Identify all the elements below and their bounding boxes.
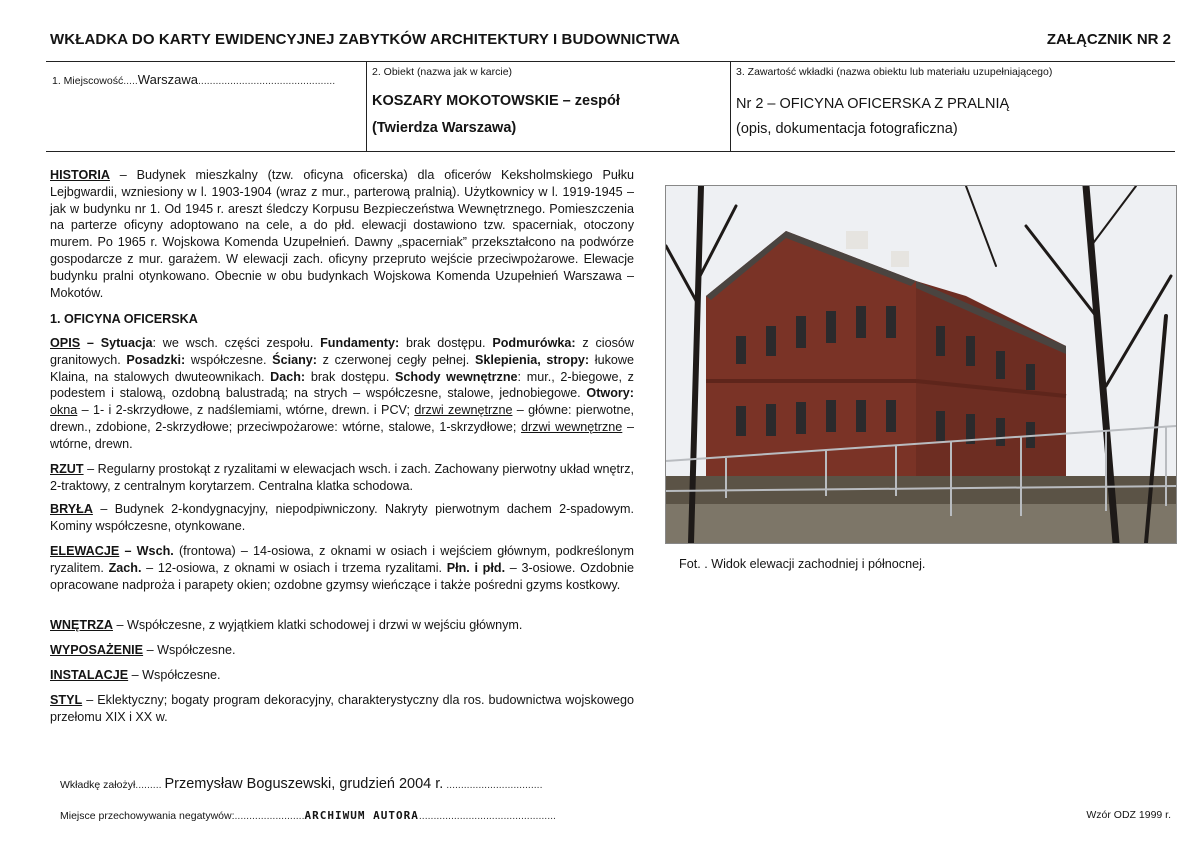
- form-version: Wzór ODZ 1999 r.: [1086, 809, 1171, 821]
- opis-key-sklepienia: Sklepienia, stropy:: [474, 352, 590, 367]
- place-value: Warszawa: [137, 72, 198, 87]
- wyposazenie-text: – Współczesne.: [143, 643, 236, 657]
- opis-heading: OPIS: [50, 336, 81, 350]
- rzut-heading: RZUT: [50, 462, 84, 476]
- object-subtitle: (Twierdza Warszawa): [372, 120, 517, 136]
- building-photo-illustration: [666, 186, 1176, 543]
- opis-text: : we wsch. części zespołu.: [152, 336, 321, 350]
- history-text: – Budynek mieszkalny (tzw. oficyna oficerska) dla oficerów Keksholmskiego Pułku Lejbgwardii, wzniesiony w l. 1903-1904 (wraz z mur., parterową pralnią). Użytkownicy w l. 1919-1945 – jak w budynku nr 1. Od 1945 r. areszt śledczy Korpusu Bezpieczeństwa Wewnętrznego. Pomieszczenia na parterze oficyny adoptowano na cele, a do płd. elewacji dostawiono tzw. spacerniak, otoczony murem. Po 1965 r. Wojskowa Komenda Uzupełnień. Dawny „spacerniak” przekształcono na podwórze gospodarcze z mur. garażem. W elewacji zach. oficyny przepruto wejście przeciwpożarowe. Elewacje budynku pralni otynkowano. Obecnie w obu budynkach Wojskowa Komenda Uzupełnień Warszawa – Mokotów.: [50, 168, 634, 300]
- opis-text: brak dostępu.: [305, 369, 395, 384]
- styl-text: – Eklektyczny; bogaty program dekoracyjny, charakterystyczny dla ros. budownictwa wojskowego przełomu XIX i XX w.: [50, 693, 634, 724]
- rzut-text: – Regularny prostokąt z ryzalitami w elewacjach wsch. i zach. Zachowany pierwotny układ wnętrz, 2-traktowy, z centralnym korytarzem. Centralna klatka schodowa.: [50, 462, 634, 493]
- wnetrza-section: [50, 617, 634, 634]
- subsection-heading: 1. OFICYNA OFICERSKA: [50, 312, 198, 326]
- column-divider-1: [366, 61, 367, 151]
- opis-key-otwory: Otwory:: [586, 386, 634, 401]
- opis-key-podmurowka: Podmurówka:: [492, 336, 576, 350]
- header-bottom-rule: [46, 151, 1175, 152]
- opis-key-sciany: Ściany:: [272, 352, 317, 367]
- opis-text: z ciosów granitowych.: [50, 336, 634, 367]
- negatives-label: Miejsce przechowywania negatywów:: [60, 810, 235, 822]
- column-divider-2: [730, 61, 731, 151]
- elewacje-key-wsch: Wsch.: [136, 544, 174, 558]
- history-section: [50, 167, 634, 301]
- bryla-section: [50, 501, 634, 535]
- elewacje-text: – 3-osiowe. Ozdobnie opracowane nadproża i parapety okien; ozdobne gzymsy wieńczące i także pośredni gzyms kostkowy.: [50, 560, 634, 592]
- form-title: WKŁADKA DO KARTY EWIDENCYJNEJ ZABYTKÓW ARCHITEKTURY I BUDOWNICTWA: [50, 31, 681, 48]
- opis-text: łukowe Klaina, na stalowych dwuteownikach.: [50, 352, 634, 384]
- founded-label: Wkładkę założył: [60, 779, 136, 791]
- opis-text: współczesne.: [185, 352, 273, 367]
- elewacje-section: [50, 543, 634, 593]
- founded-value: Przemysław Boguszewski, grudzień 2004 r.: [164, 776, 444, 792]
- wnetrza-text: – Współczesne, z wyjątkiem klatki schodowej i drzwi w wejściu głównym.: [112, 618, 523, 632]
- instalacje-section: [50, 667, 634, 684]
- content-name: Nr 2 – OFICYNA OFICERSKA Z PRALNIĄ: [736, 96, 1010, 112]
- instalacje-text: – Współczesne.: [128, 668, 221, 682]
- opis-key-posadzki: Posadzki:: [126, 352, 186, 367]
- opis-okna: okna: [50, 403, 78, 418]
- place-label: 1. Miejscowość: [52, 75, 124, 87]
- building-photo: [665, 185, 1177, 544]
- elewacje-key-zach: Zach.: [108, 560, 142, 575]
- annex-number: ZAŁĄCZNIK NR 2: [1046, 31, 1171, 48]
- wyposazenie-heading: WYPOSAŻENIE: [50, 643, 144, 657]
- elewacje-dash: –: [119, 544, 137, 558]
- elewacje-heading: ELEWACJE: [50, 544, 120, 558]
- opis-key-schody: Schody wewnętrzne: [395, 369, 518, 384]
- opis-text: z czerwonej cegły pełnej.: [316, 352, 475, 367]
- opis-section: [50, 335, 634, 453]
- rzut-section: [50, 461, 634, 495]
- opis-drzwi-zewnetrzne: drzwi zewnętrzne: [414, 403, 513, 418]
- bryla-text: – Budynek 2-kondygnacyjny, niepodpiwniczony. Nakryty pierwotnym dachem 2-spadowym. Kominy współczesne, otynkowane.: [50, 502, 634, 533]
- wnetrza-heading: WNĘTRZA: [50, 618, 113, 632]
- styl-section: [50, 692, 634, 726]
- negatives-value: ARCHIWUM AUTORA: [304, 809, 419, 822]
- elewacje-key-pln: Płn. i płd.: [446, 560, 506, 575]
- opis-dash: –: [80, 336, 101, 350]
- bryla-heading: BRYŁA: [50, 502, 93, 516]
- elewacje-text: – 12-osiowa, z oknami w osiach i trzema ryzalitami.: [141, 560, 447, 575]
- content-subtitle: (opis, dokumentacja fotograficzna): [736, 121, 958, 137]
- instalacje-heading: INSTALACJE: [50, 668, 129, 682]
- opis-key-fundamenty: Fundamenty:: [320, 336, 400, 350]
- header-top-rule: [46, 61, 1175, 62]
- opis-text: – główne: pierwotne, drewn., zdobione, 2-skrzydłowe; przeciwpożarowe: wtórne, stalowe, 1-skrzydłowe;: [50, 403, 634, 434]
- opis-key-sytuacja: Sytuacja: [100, 336, 153, 350]
- styl-heading: STYL: [50, 693, 83, 707]
- content-label: 3. Zawartość wkładki (nazwa obiektu lub materiału uzupełniającego): [736, 66, 1053, 78]
- object-name: KOSZARY MOKOTOWSKIE – zespół: [372, 93, 620, 109]
- wyposazenie-section: [50, 642, 634, 659]
- opis-text: – 1- i 2-skrzydłowe, z nadślemiami, wtórne, drewn. i PCV;: [77, 403, 415, 418]
- opis-text: brak dostępu.: [399, 336, 493, 350]
- place-field: 1. Miejscowość.....Warszawa...............................................: [52, 72, 336, 87]
- opis-drzwi-wewnetrzne: drzwi wewnętrzne: [521, 419, 623, 434]
- founded-field: Wkładkę założył......... Przemysław Boguszewski, grudzień 2004 r. .................................: [60, 776, 543, 792]
- negatives-field: Miejsce przechowywania negatywów:........................ARCHIWUM AUTORA...............................................: [60, 809, 556, 822]
- opis-text: : mur., 2-biegowe, z podestem i stalową, ozdobną balustradą; na strych – współczesne, stalowe, jednobiegowe.: [50, 369, 634, 401]
- photo-caption: Fot. . Widok elewacji zachodniej i północnej.: [679, 557, 926, 571]
- opis-key-dach: Dach:: [270, 369, 306, 384]
- history-heading: HISTORIA: [50, 168, 110, 182]
- elewacje-text: (frontowa) – 14-osiowa, z oknami w osiach i wejściem głównym, podkreślonym ryzalitem.: [50, 544, 634, 575]
- object-label: 2. Obiekt (nazwa jak w karcie): [372, 66, 513, 78]
- opis-text: – wtórne, drewn.: [50, 419, 634, 451]
